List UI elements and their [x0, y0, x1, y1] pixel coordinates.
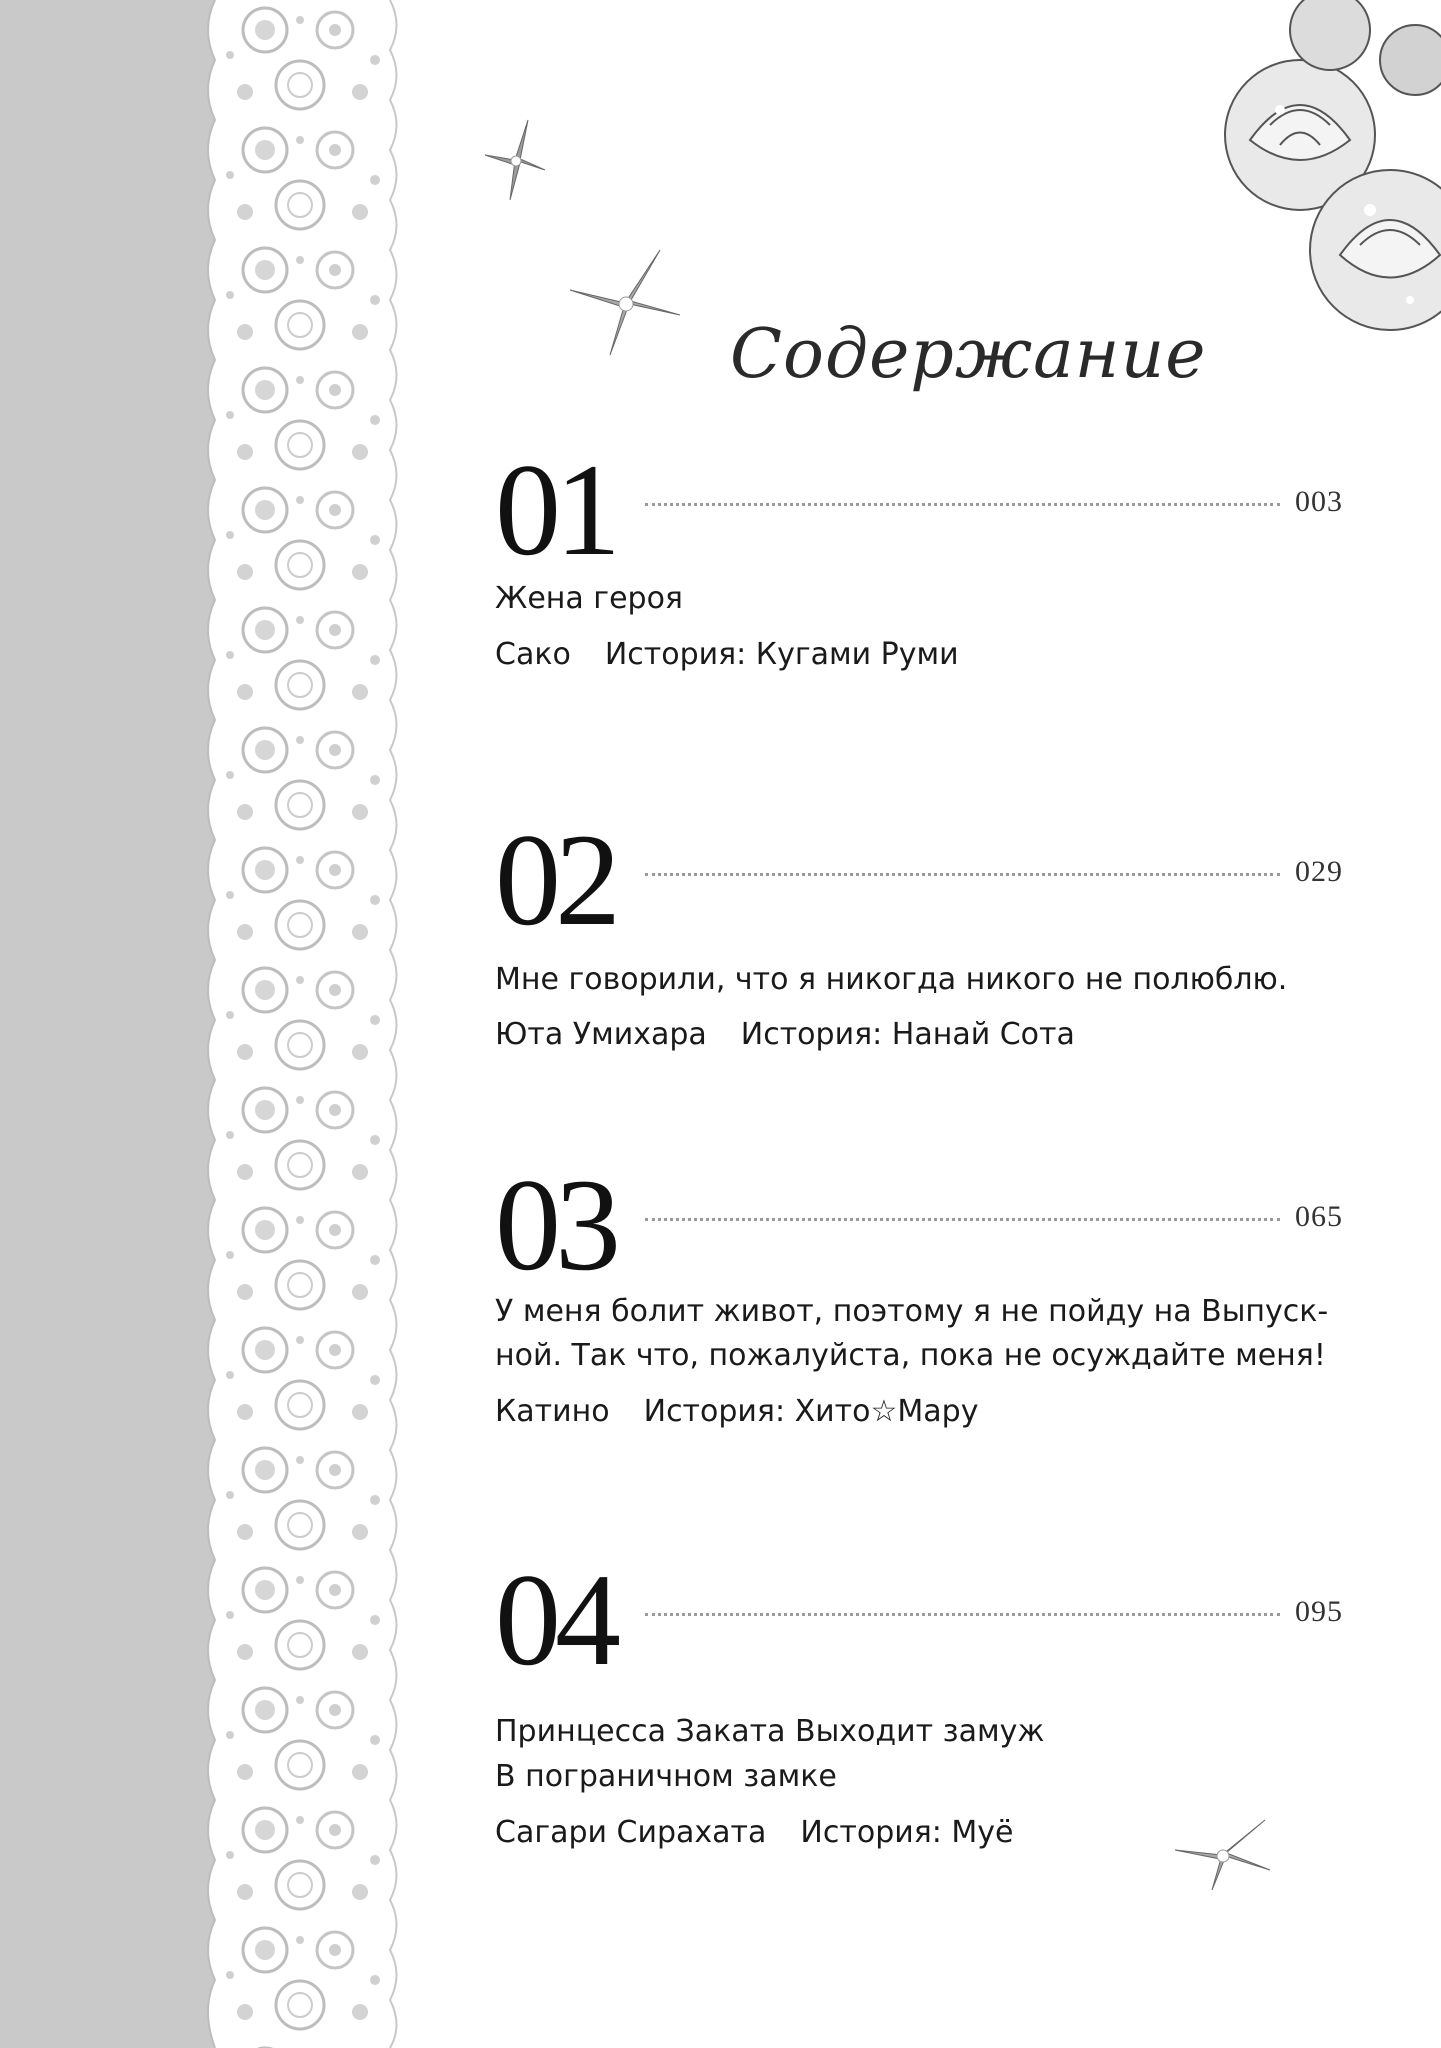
- chapter-number: 01: [495, 436, 615, 583]
- story-author: История: Хито☆Мару: [643, 1394, 979, 1429]
- illustrator-name: Сако: [495, 637, 571, 672]
- illustrator-name: Катино: [495, 1394, 610, 1429]
- lace-border-decoration: [205, 0, 400, 2048]
- chapter-title-line: Принцесса Заката Выходит замуж: [495, 1714, 1045, 1749]
- sparkle-icon: [480, 115, 550, 205]
- dotted-leader: [645, 503, 1280, 506]
- sparkle-icon: [565, 245, 685, 360]
- page-number: 029: [1295, 855, 1343, 888]
- page-number: 095: [1295, 1595, 1343, 1628]
- chapter-credits: [495, 635, 1355, 675]
- story-author: История: Кугами Руми: [604, 637, 959, 672]
- chapter-credits: [495, 1813, 1355, 1853]
- illustrator-name: Сагари Сирахата: [495, 1815, 767, 1850]
- chapter-title-line: В пограничном замке: [495, 1759, 837, 1794]
- chapter-title-line: ной. Так что, пожалуйста, пока не осуждайте меня!: [495, 1338, 1326, 1373]
- story-author: История: Нанай Сота: [740, 1017, 1075, 1052]
- chapter-number: 04: [495, 1546, 615, 1693]
- toc-entry: [495, 805, 1375, 1055]
- page-title: Содержание: [730, 315, 1207, 394]
- toc-entry: [495, 1150, 1375, 1450]
- chapter-title: Мне говорили, что я никогда никого не полюблю.: [495, 962, 1288, 997]
- chapter-credits: [495, 1015, 1355, 1055]
- gray-side-band: [0, 0, 215, 2048]
- chapter-title-line: У меня болит живот, поэтому я не пойду на Выпуск-: [495, 1294, 1329, 1329]
- chapter-credits: [495, 1392, 1355, 1432]
- illustrator-name: Юта Умихара: [495, 1017, 707, 1052]
- chapter-number: 02: [495, 806, 615, 953]
- dotted-leader: [645, 873, 1280, 876]
- story-author: История: Муё: [800, 1815, 1014, 1850]
- roses-illustration: [1180, 0, 1441, 380]
- dotted-leader: [645, 1613, 1280, 1616]
- chapter-number: 03: [495, 1151, 615, 1298]
- dotted-leader: [645, 1218, 1280, 1221]
- chapter-title: Жена героя: [495, 581, 683, 616]
- toc-entry: [495, 435, 1375, 685]
- toc-entry: [495, 1545, 1375, 1865]
- page-number: 003: [1295, 485, 1343, 518]
- page-number: 065: [1295, 1200, 1343, 1233]
